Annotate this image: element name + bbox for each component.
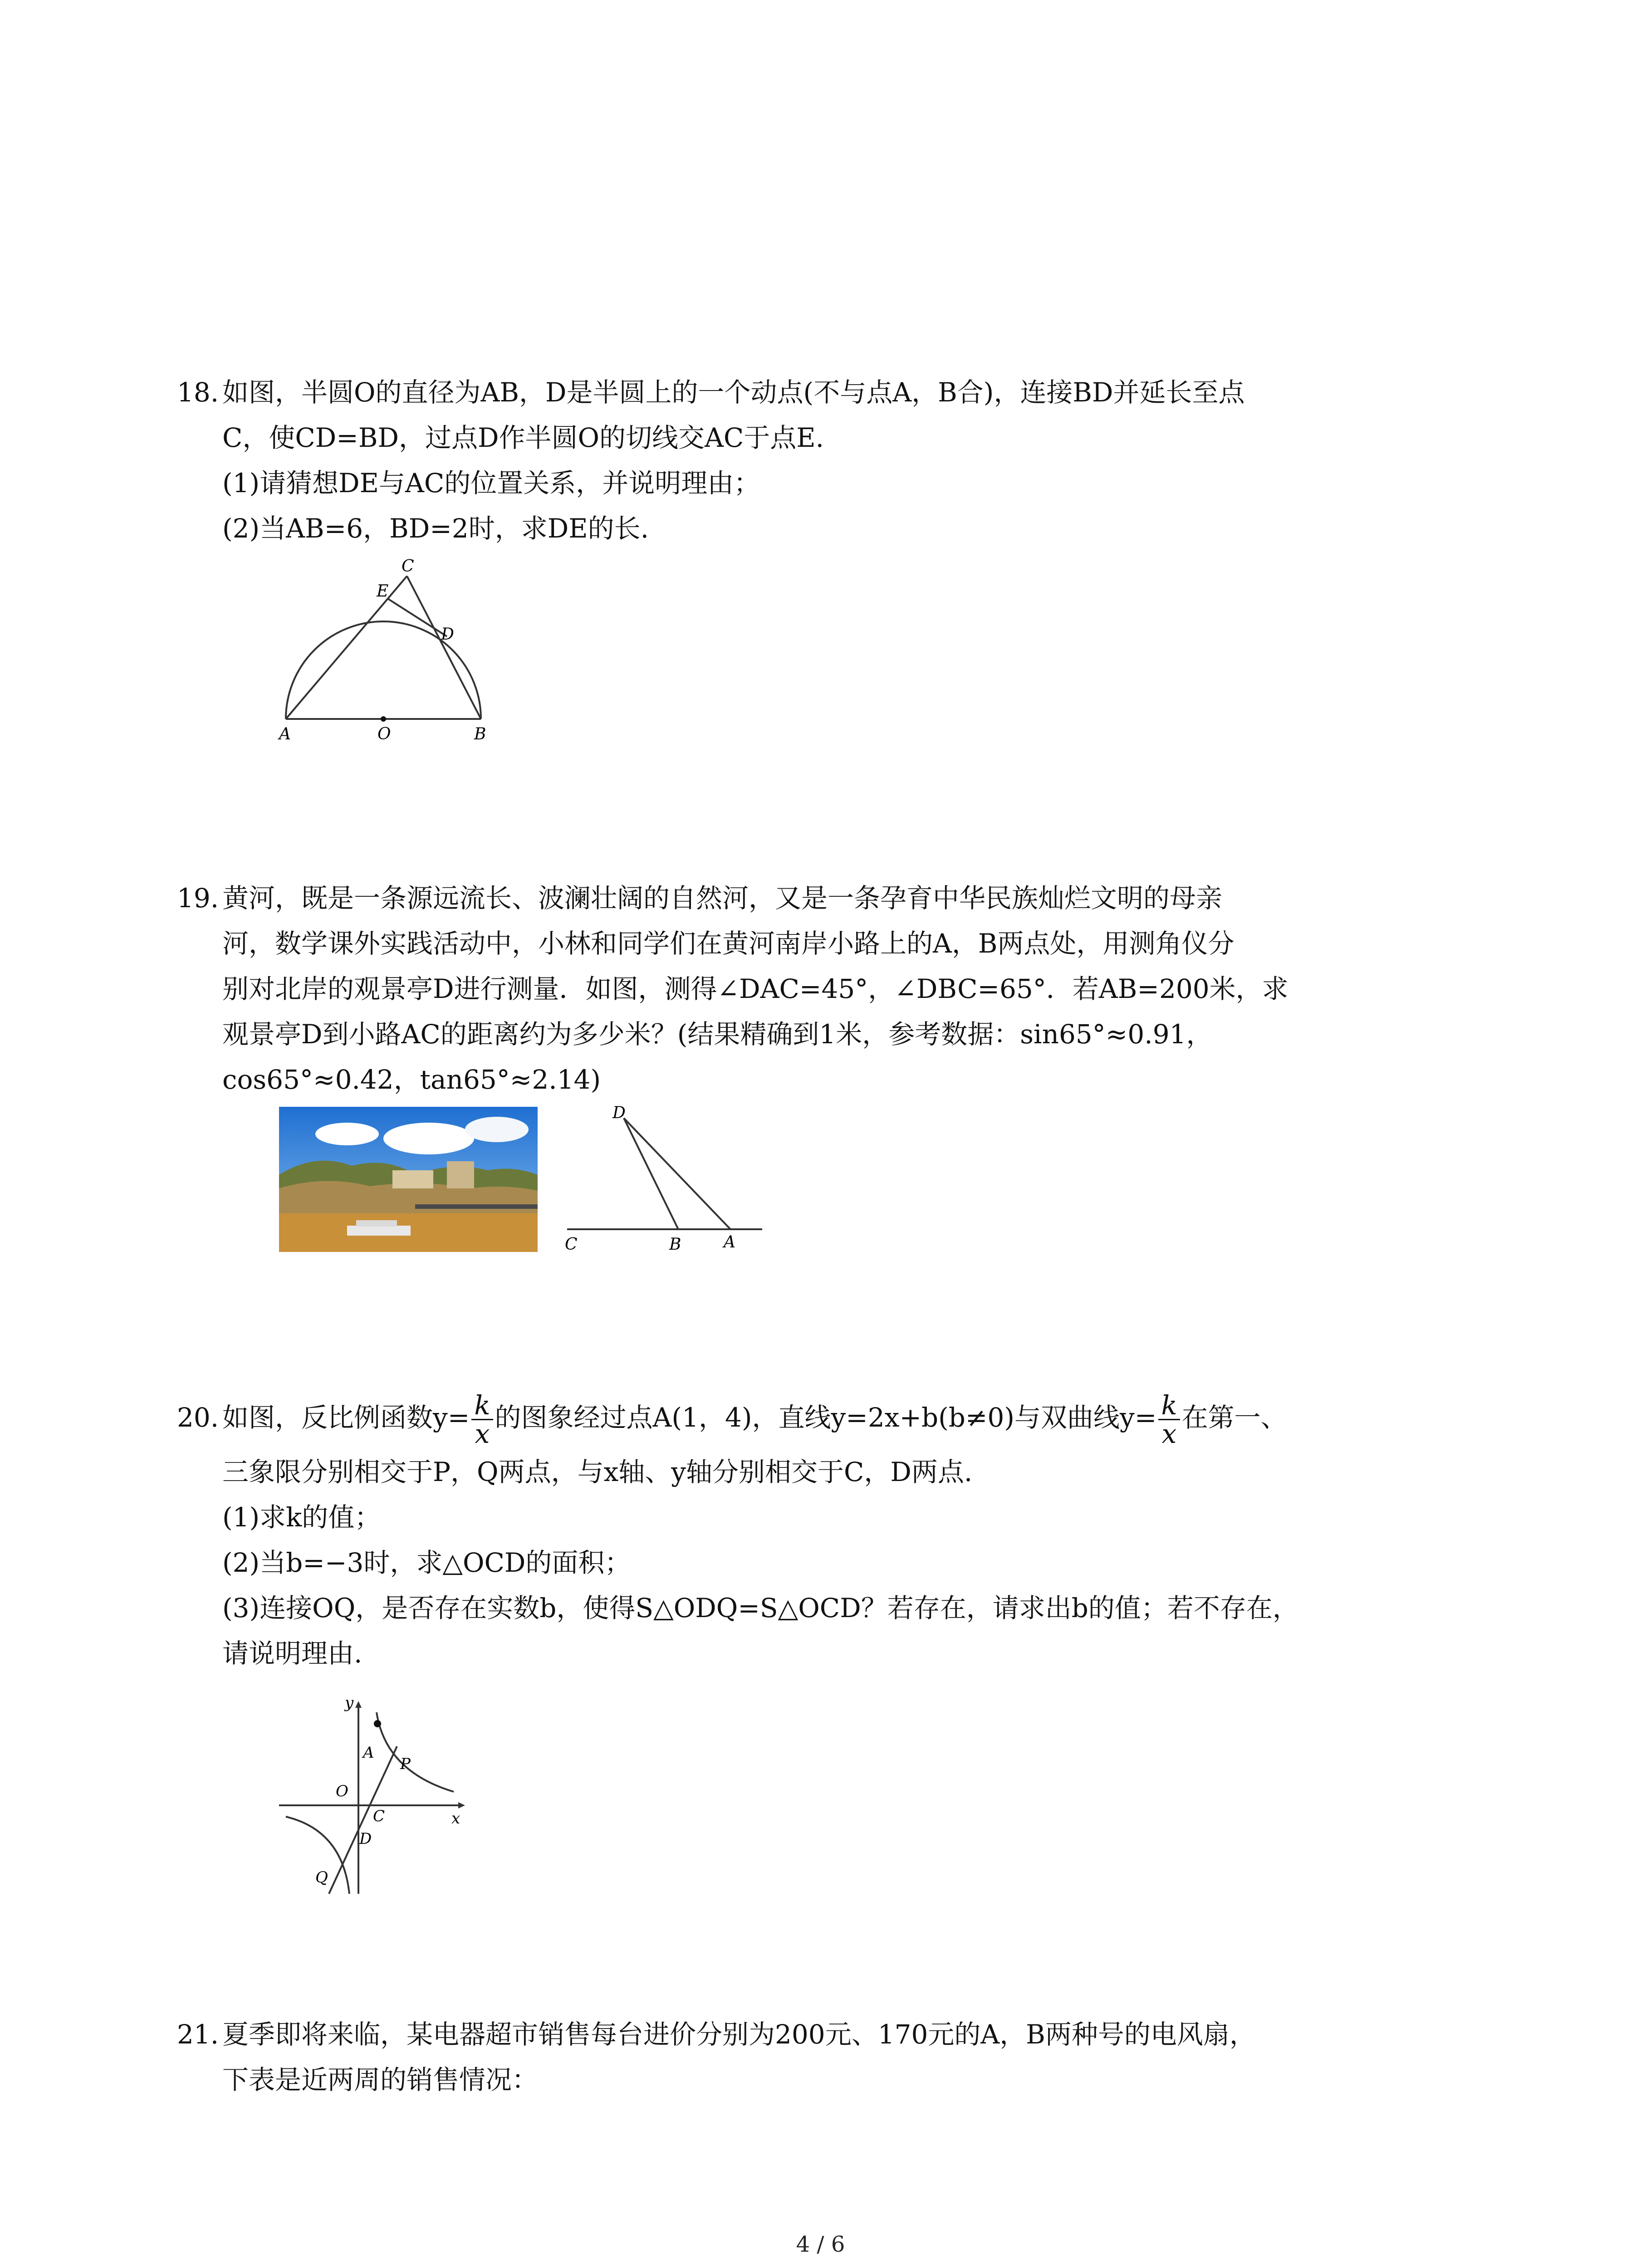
sub-question-3: (3)连接OQ，是否存在实数b，使得S△ODQ=S△OCD？若存在，请求出b的值；若不存在， [222, 1593, 1299, 1623]
question-text: 三象限分别相交于P，Q两点，与x轴、y轴分别相交于C，D两点. [222, 1457, 973, 1487]
question-text: 在第一、 [1181, 1402, 1287, 1433]
question-text: 下表是近两周的销售情况： [222, 2064, 539, 2095]
label-y: y [345, 1694, 354, 1712]
label-O: O [336, 1782, 348, 1800]
question-text: 请说明理由. [222, 1638, 362, 1669]
fraction-k-over-x: $\frac{k}{x}$ [471, 1392, 493, 1447]
question-text: 夏季即将来临，某电器超市销售每台进价分别为200元、170元的A，B两种号的电风扇， [222, 2019, 1256, 2050]
question-text: 的图象经过点A(1，4)，直线y=2x+b(b≠0)与双曲线y= [495, 1402, 1157, 1433]
question-text: 观景亭D到小路AC的距离约为多少米？(结果精确到1米，参考数据：sin65°≈0.91， [222, 1019, 1213, 1050]
sub-question-2: (2)当b=−3时，求△OCD的面积； [222, 1547, 631, 1578]
question-18 [177, 370, 1456, 551]
label-x: x [451, 1809, 460, 1828]
yellow-river-photo [279, 1107, 538, 1252]
sub-question-1: (1)求k的值； [222, 1502, 381, 1533]
question-number: 18. [177, 377, 219, 408]
page-number: 4 / 6 [796, 2232, 845, 2257]
fraction-k-over-x: $\frac{k}{x}$ [1158, 1392, 1180, 1447]
label-D: D [441, 625, 454, 644]
label-B: B [474, 725, 486, 743]
label-C: C [373, 1807, 385, 1825]
question-number: 21. [177, 2019, 219, 2050]
sub-question-1: (1)请猜想DE与AC的位置关系，并说明理由； [222, 468, 760, 499]
label-C: C [402, 557, 414, 576]
label-A: A [724, 1233, 735, 1251]
question-text: 别对北岸的观景亭D进行测量．如图，测得∠DAC=45°，∠DBC=65°．若AB=200米，求 [222, 973, 1288, 1004]
question-21 [177, 2012, 1456, 2102]
question-number: 19. [177, 883, 219, 914]
question-text: cos65°≈0.42，tan65°≈2.14) [222, 1064, 601, 1095]
question-number: 20. [177, 1402, 219, 1433]
question-text: 黄河，既是一条源远流长、波澜壮阔的自然河，又是一条孕育中华民族灿烂文明的母亲 [222, 883, 1223, 914]
label-D: D [612, 1105, 626, 1122]
question-text: C，使CD=BD，过点D作半圆O的切线交AC于点E. [222, 422, 824, 453]
question-text: 如图，半圆O的直径为AB，D是半圆上的一个动点(不与点A，B合)，连接BD并延长至点 [222, 377, 1245, 408]
label-C: C [565, 1235, 578, 1254]
question-20 [177, 1386, 1456, 1676]
pavilion-figure [558, 1105, 771, 1254]
hyperbola-figure [272, 1694, 476, 1903]
label-Q: Q [315, 1868, 328, 1887]
question-text: 河，数学课外实践活动中，小林和同学们在黄河南岸小路上的A，B两点处，用测角仪分 [222, 928, 1234, 959]
label-A: A [279, 725, 291, 743]
label-A: A [363, 1744, 374, 1762]
sub-question-2: (2)当AB=6，BD=2时，求DE的长. [222, 513, 649, 544]
label-P: P [400, 1755, 411, 1773]
question-19 [177, 875, 1456, 1102]
label-E: E [377, 582, 389, 601]
label-D: D [359, 1830, 372, 1848]
semicircle-figure [272, 556, 508, 751]
label-O: O [377, 725, 391, 743]
label-B: B [669, 1235, 681, 1254]
question-text: 如图，反比例函数y= [222, 1402, 470, 1433]
